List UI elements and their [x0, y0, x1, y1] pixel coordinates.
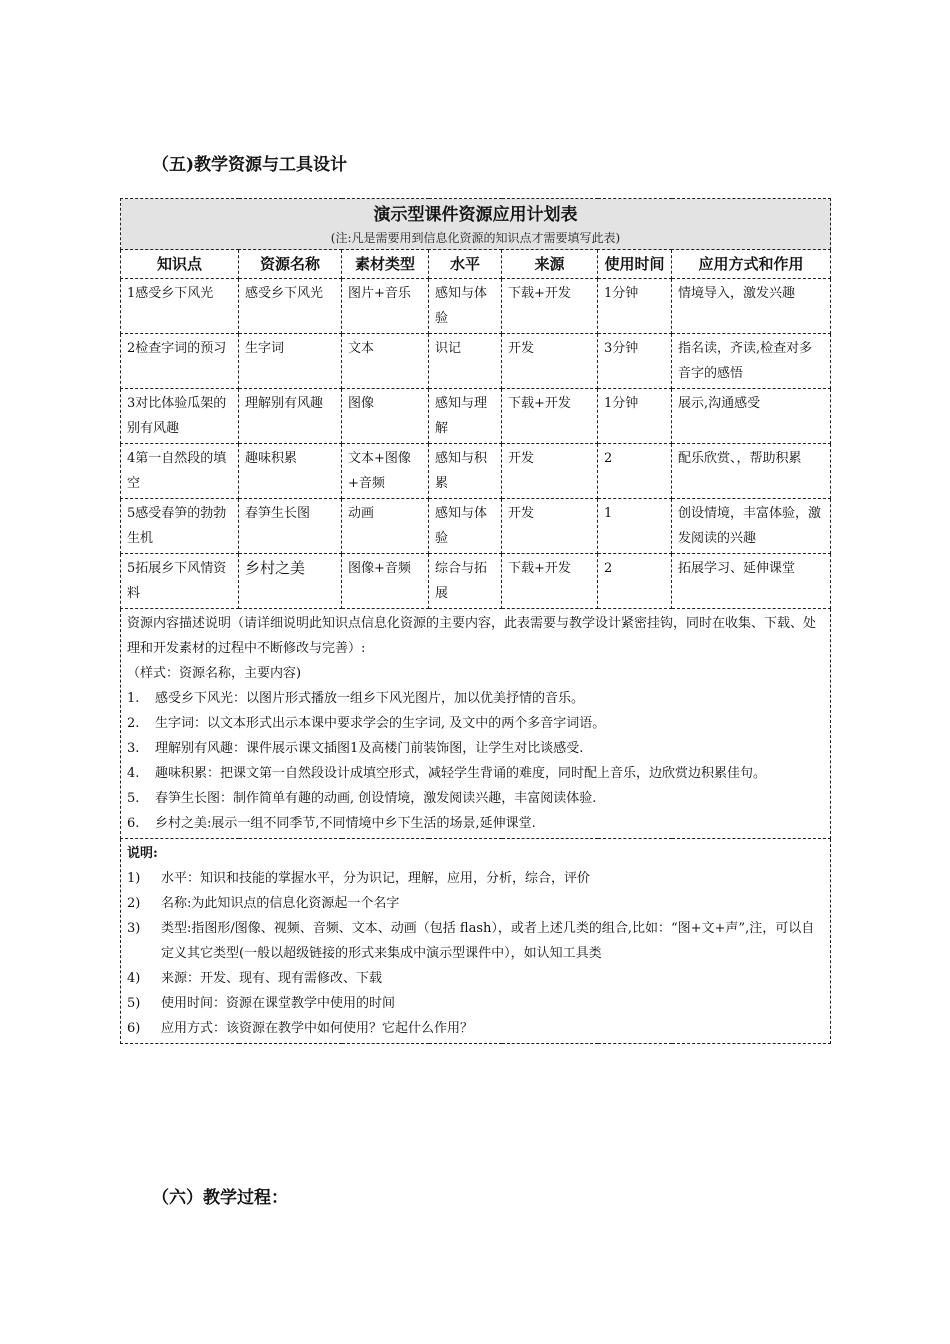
description-format: （样式：资源名称，主要内容): [127, 666, 302, 681]
table-title: 演示型课件资源应用计划表: [373, 205, 578, 225]
table-cell: 感知与体验: [429, 279, 502, 334]
table-cell: 下载+开发: [502, 554, 598, 609]
list-item: [127, 736, 824, 761]
table-cell: 动画: [342, 499, 429, 554]
table-cell: 开发: [502, 499, 598, 554]
list-item: [127, 811, 824, 836]
item-number: 2.: [127, 716, 140, 731]
item-text: 春笋生长图：制作简单有趣的动画, 创设情境，激发阅读兴趣，丰富阅读体验.: [155, 791, 597, 806]
list-item: [127, 686, 824, 711]
item-text: 使用时间：资源在课堂教学中使用的时间: [161, 996, 396, 1011]
list-item: [127, 891, 824, 916]
table-cell: 5感受春笋的勃勃生机: [121, 499, 239, 554]
table-cell: 2: [598, 554, 672, 609]
item-number: 4): [127, 971, 141, 986]
item-text: 理解别有风趣：课件展示课文插图1及高楼门前装饰图，让学生对比谈感受.: [155, 741, 584, 756]
table-cell: 指名读，齐读,检查对多音字的感悟: [672, 334, 831, 389]
table-cell: 理解别有风趣: [239, 389, 342, 444]
column-header: 应用方式和作用: [672, 250, 831, 279]
item-text: 来源：开发、现有、现有需修改、下载: [161, 971, 383, 986]
table-cell: 创设情境，丰富体验，激发阅读的兴趣: [672, 499, 831, 554]
item-number: 3): [127, 921, 141, 936]
item-number: 1.: [127, 691, 140, 706]
table-cell: 情境导入，激发兴趣: [672, 279, 831, 334]
table-cell: 开发: [502, 334, 598, 389]
table-cell: 拓展学习、延伸课堂: [672, 554, 831, 609]
table-cell: 下载+开发: [502, 389, 598, 444]
item-text: 名称:为此知识点的信息化资源起一个名字: [161, 896, 400, 911]
item-text: 感受乡下风光：以图片形式播放一组乡下风光图片，加以优美抒情的音乐。: [155, 691, 585, 706]
section-heading-five: （五)教学资源与工具设计: [152, 155, 348, 175]
list-item: [127, 866, 824, 891]
section-heading-six: （六）教学过程：: [152, 1188, 288, 1208]
table-row: [121, 499, 831, 554]
column-header: 使用时间: [598, 250, 672, 279]
table-cell: 春笋生长图: [239, 499, 342, 554]
table-cell: 开发: [502, 444, 598, 499]
item-text: 趣味积累：把课文第一自然段设计成填空形式，减轻学生背诵的难度，同时配上音乐，边欣赏边积累佳句。: [155, 766, 767, 781]
table-cell: 文本+图像+音频: [342, 444, 429, 499]
table-cell: 感知与积累: [429, 444, 502, 499]
table-header-row: [121, 250, 831, 279]
item-number: 1): [127, 871, 141, 886]
column-header: 水平: [429, 250, 502, 279]
column-header: 知识点: [121, 250, 239, 279]
list-item: [127, 991, 824, 1016]
description-list: [127, 686, 824, 836]
table-cell: 文本: [342, 334, 429, 389]
table-cell: 综合与拓展: [429, 554, 502, 609]
table-cell: 1: [598, 499, 672, 554]
table-cell: 1分钟: [598, 389, 672, 444]
table-cell: 感受乡下风光: [239, 279, 342, 334]
item-text: 生字词：以文本形式出示本课中要求学会的生字词, 及文中的两个多音字词语。: [155, 716, 606, 731]
table-cell: 趣味积累: [239, 444, 342, 499]
resource-plan-table: [120, 198, 831, 1044]
table-cell: 2检查字词的预习: [121, 334, 239, 389]
table-cell: 5拓展乡下风情资料: [121, 554, 239, 609]
table-cell: 感知与体验: [429, 499, 502, 554]
list-item: [127, 761, 824, 786]
item-number: 5): [127, 996, 141, 1011]
table-row: [121, 444, 831, 499]
table-cell: 1分钟: [598, 279, 672, 334]
column-header: 资源名称: [239, 250, 342, 279]
list-item: [127, 966, 824, 991]
table-cell: 生字词: [239, 334, 342, 389]
notes-section: [121, 839, 831, 1044]
table-cell: 乡村之美: [239, 554, 342, 609]
item-number: 2): [127, 896, 141, 911]
table-cell: 2: [598, 444, 672, 499]
table-cell: 展示,沟通感受: [672, 389, 831, 444]
item-text: 类型:指图形/图像、视频、音频、文本、动画（包括 flash），或者上述几类的组合,比如：“图+文+声”,注，可以自定义其它类型(一般以超级链接的形式来集成中演示型课件中），如认知工具类: [161, 921, 815, 961]
table-row: [121, 334, 831, 389]
notes-title: 说明:: [127, 846, 158, 861]
table-row: [121, 279, 831, 334]
table-cell: 图像: [342, 389, 429, 444]
item-number: 4.: [127, 766, 140, 781]
notes-list: [127, 866, 824, 1041]
item-number: 5.: [127, 791, 140, 806]
table-cell: 图片+音乐: [342, 279, 429, 334]
item-text: 应用方式：该资源在教学中如何使用？它起什么作用？: [161, 1021, 474, 1036]
table-row: [121, 554, 831, 609]
table-cell: 识记: [429, 334, 502, 389]
table-cell: 1感受乡下风光: [121, 279, 239, 334]
item-text: 乡村之美:展示一组不同季节,不同情境中乡下生活的场景,延伸课堂.: [155, 816, 536, 831]
table-note: (注:凡是需要用到信息化资源的知识点才需要填写此表): [330, 231, 621, 245]
table-cell: 4第一自然段的填空: [121, 444, 239, 499]
table-cell: 图像+音频: [342, 554, 429, 609]
table-cell: 感知与理解: [429, 389, 502, 444]
table-row: [121, 389, 831, 444]
table-title-cell: [121, 199, 831, 250]
description-intro: 资源内容描述说明（请详细说明此知识点信息化资源的主要内容，此表需要与教学设计紧密挂钩，同时在收集、下载、处理和开发素材的过程中不断修改与完善）:: [127, 616, 817, 656]
item-number: 3.: [127, 741, 140, 756]
list-item: [127, 916, 824, 966]
list-item: [127, 711, 824, 736]
item-number: 6): [127, 1021, 141, 1036]
item-text: 水平：知识和技能的掌握水平，分为识记，理解，应用，分析，综合，评价: [161, 871, 591, 886]
column-header: 来源: [502, 250, 598, 279]
table-cell: 配乐欣赏、，帮助积累: [672, 444, 831, 499]
table-cell: 3对比体验瓜架的别有风趣: [121, 389, 239, 444]
item-number: 6.: [127, 816, 140, 831]
table-cell: 下载+开发: [502, 279, 598, 334]
list-item: [127, 786, 824, 811]
table-cell: 3分钟: [598, 334, 672, 389]
list-item: [127, 1016, 824, 1041]
column-header: 素材类型: [342, 250, 429, 279]
resource-description: [121, 609, 831, 839]
